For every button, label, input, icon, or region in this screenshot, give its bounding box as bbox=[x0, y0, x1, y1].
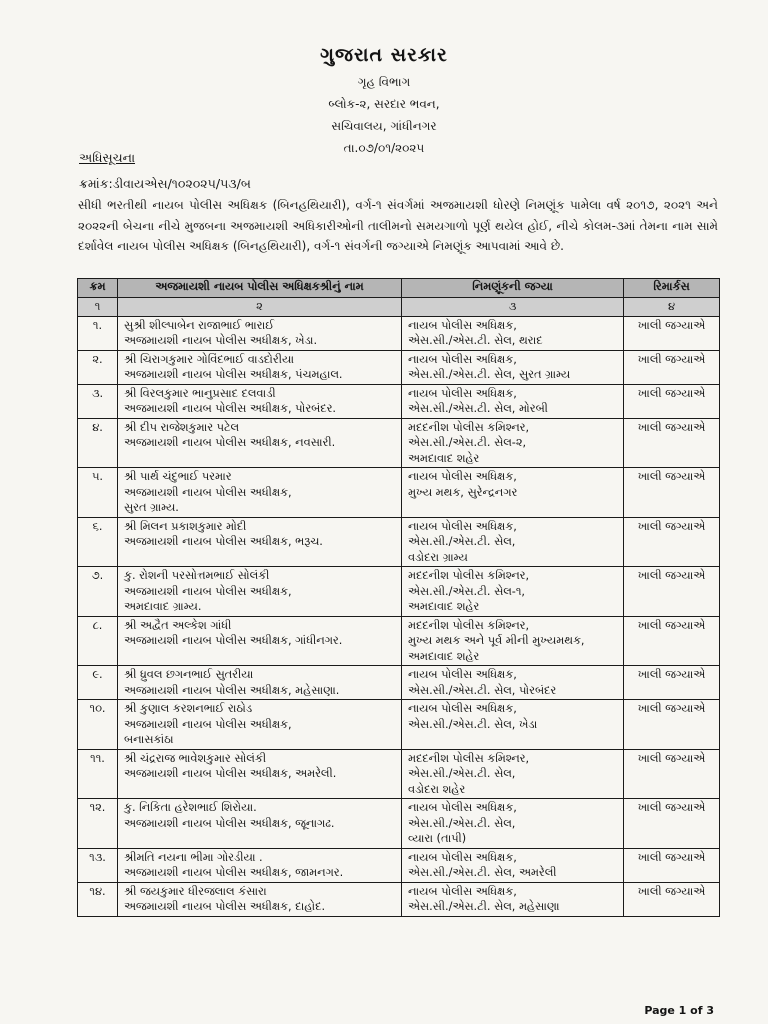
posting-place-line: નાયબ પોલીસ અધિક્ષક, bbox=[408, 702, 517, 715]
officer-name-line: અજમાયશી નાયબ પોલીસ અધીક્ષક, પોરબંદર. bbox=[124, 402, 337, 415]
posting-place-line: એસ.સી./એસ.ટી. સેલ, સુરત ગ્રામ્ય bbox=[408, 368, 571, 381]
address-line-1: બ્લોક-૨, સરદાર ભવન, bbox=[328, 97, 440, 111]
table-body bbox=[78, 316, 720, 916]
row-remark: ખાલી જગ્યાએ bbox=[624, 700, 720, 750]
row-remark: ખાલી જગ્યાએ bbox=[624, 350, 720, 384]
posting-place-line: અમદાવાદ શહેર bbox=[408, 649, 480, 663]
order-date: તા.૦૭/૦૧/૨૦૨૫ bbox=[343, 141, 425, 155]
officer-name-line: અજમાયશી નાયબ પોલીસ અધીક્ષક, દાહોદ. bbox=[124, 900, 326, 913]
posting-place bbox=[402, 616, 624, 666]
officer-name-line: અજમાયશી નાયબ પોલીસ અધીક્ષક, જૂનાગઢ. bbox=[124, 816, 335, 830]
table-header-row bbox=[78, 279, 720, 298]
posting-place-line: નાયબ પોલીસ અધિક્ષક, bbox=[408, 801, 517, 814]
table-row bbox=[78, 616, 720, 666]
officer-name-line: શ્રી ધ્રુવલ છગનભાઈ સુતરીયા bbox=[124, 668, 254, 681]
row-remark: ખાલી જગ્યાએ bbox=[624, 517, 720, 567]
posting-place bbox=[402, 666, 624, 700]
row-serial: ૧૩. bbox=[78, 848, 118, 882]
posting-place-line: એસ.સી./એસ.ટી. સેલ, થરાદ bbox=[408, 334, 543, 347]
officer-name bbox=[118, 418, 402, 468]
officer-name bbox=[118, 700, 402, 750]
posting-place-line: એસ.સી./એસ.ટી. સેલ-૨, bbox=[408, 436, 527, 449]
posting-place-line: એસ.સી./એસ.ટી. સેલ, ખેડા bbox=[408, 717, 538, 731]
posting-place bbox=[402, 882, 624, 916]
header-posting: નિમણૂંકની જગ્યા bbox=[402, 279, 624, 298]
table-row bbox=[78, 316, 720, 350]
posting-place bbox=[402, 350, 624, 384]
column-number: ૨ bbox=[118, 298, 402, 317]
row-serial: ૪. bbox=[78, 418, 118, 468]
table-row bbox=[78, 848, 720, 882]
posting-place-line: નાયબ પોલીસ અધિક્ષક, bbox=[408, 884, 517, 898]
officer-name-line: અજમાયશી નાયબ પોલીસ અધીક્ષક, bbox=[124, 717, 292, 731]
officer-name-line: અજમાયશી નાયબ પોલીસ અધીક્ષક, નવસારી. bbox=[124, 436, 336, 449]
page-indicator: Page 1 of 3 bbox=[644, 1004, 714, 1017]
table-row bbox=[78, 882, 720, 916]
officer-name-line: અજમાયશી નાયબ પોલીસ અધીક્ષક, ગાંધીનગર. bbox=[124, 634, 343, 647]
posting-place bbox=[402, 517, 624, 567]
officer-name-line: કુ. રોશની પરસોત્તમભાઈ સોલંકી bbox=[124, 569, 270, 582]
posting-place-line: એસ.સી./એસ.ટી. સેલ, અમરેલી bbox=[408, 866, 557, 879]
posting-place-line: એસ.સી./એસ.ટી. સેલ, મોરબી bbox=[408, 402, 548, 415]
posting-place-line: મુખ્ય મથક, સુરેન્દ્રનગર bbox=[408, 485, 518, 499]
officer-name-line: સુશ્રી શીલ્પાબેન રાજાભાઈ ભારાઈ bbox=[124, 318, 274, 332]
row-remark: ખાલી જગ્યાએ bbox=[624, 799, 720, 849]
officer-name-line: શ્રી ચિરાગકુમાર ગોવિંદભાઈ વાડદોરીયા bbox=[124, 352, 294, 366]
table-row bbox=[78, 567, 720, 617]
officer-name-line: અજમાયશી નાયબ પોલીસ અધીક્ષક, bbox=[124, 485, 292, 499]
posting-place-line: નાયબ પોલીસ અધિક્ષક, bbox=[408, 519, 517, 533]
officer-name bbox=[118, 316, 402, 350]
officer-name-line: અમદાવાદ ગ્રામ્ય. bbox=[124, 600, 202, 613]
row-remark: ખાલી જગ્યાએ bbox=[624, 848, 720, 882]
address-line-2: સચિવાલય, ગાંધીનગર bbox=[331, 119, 437, 133]
table-row bbox=[78, 350, 720, 384]
posting-place-line: નાયબ પોલીસ અધિક્ષક, bbox=[408, 352, 517, 366]
officer-name bbox=[118, 350, 402, 384]
officer-name-line: અજમાયશી નાયબ પોલીસ અધીક્ષક, અમરેલી. bbox=[124, 767, 337, 780]
officer-name bbox=[118, 567, 402, 617]
officer-name-line: અજમાયશી નાયબ પોલીસ અધીક્ષક, પંચમહાલ. bbox=[124, 368, 343, 381]
row-serial: ૫. bbox=[78, 468, 118, 518]
posting-place bbox=[402, 749, 624, 799]
posting-place-line: વડોદરા શહેર bbox=[408, 782, 466, 796]
row-serial: ૩. bbox=[78, 384, 118, 418]
notification-paragraph: સીધી ભરતીથી નાયબ પોલીસ અધિક્ષક (બિનહથિયારી), વર્ગ-૧ સંવર્ગમાં અજમાયશી ધોરણે નિમણૂંક પામેલા વર્ષ ૨૦૧૭, ૨૦૨૧ અને ૨૦૨૨ની બેચના નીચે મુજબના અજમાયશી અધિકારીઓની તાલીમનો સમયગાળો પૂર્ણ થયેલ હોઈ, નીચે કોલમ-૩માં તેમના નામ સામે દર્શાવેલ નાયબ પોલીસ અધિક્ષક (બિનહથિયારી), વર્ગ-૧ સંવર્ગની જગ્યાએ નિમણૂંક આપવામાં આવે છે. bbox=[78, 198, 718, 253]
table-row bbox=[78, 418, 720, 468]
row-serial: ૧૪. bbox=[78, 882, 118, 916]
table-row bbox=[78, 799, 720, 849]
officer-name bbox=[118, 616, 402, 666]
posting-place-line: એસ.સી./એસ.ટી. સેલ, bbox=[408, 767, 516, 780]
table-row bbox=[78, 517, 720, 567]
row-remark: ખાલી જગ્યાએ bbox=[624, 418, 720, 468]
row-remark: ખાલી જગ્યાએ bbox=[624, 384, 720, 418]
table-row bbox=[78, 700, 720, 750]
header-officer-name: અજમાયશી નાયબ પોલીસ અધિક્ષકશ્રીનું નામ bbox=[118, 279, 402, 298]
posting-place-line: નાયબ પોલીસ અધિક્ષક, bbox=[408, 470, 517, 483]
officer-name bbox=[118, 799, 402, 849]
posting-place-line: નાયબ પોલીસ અધિક્ષક, bbox=[408, 386, 517, 400]
row-serial: ૨. bbox=[78, 350, 118, 384]
posting-place-line: મદદનીશ પોલીસ કમિશ્નર, bbox=[408, 569, 530, 582]
government-title: ગુજરાત સરકાર bbox=[320, 44, 448, 66]
posting-place-line: વ્યારા (તાપી) bbox=[408, 832, 467, 845]
posting-place-line: મદદનીશ પોલીસ કમિશ્નર, bbox=[408, 751, 530, 765]
column-number-row bbox=[78, 298, 720, 317]
row-serial: ૧૨. bbox=[78, 799, 118, 849]
posting-place bbox=[402, 468, 624, 518]
officer-name-line: અજમાયશી નાયબ પોલીસ અધીક્ષક, મહેસાણા. bbox=[124, 683, 340, 697]
header-serial: ક્રમ bbox=[78, 279, 118, 298]
posting-place-line: નાયબ પોલીસ અધિક્ષક, bbox=[408, 850, 517, 864]
row-serial: ૧૦. bbox=[78, 700, 118, 750]
row-remark: ખાલી જગ્યાએ bbox=[624, 616, 720, 666]
officer-name-line: અજમાયશી નાયબ પોલીસ અધીક્ષક, જામનગર. bbox=[124, 866, 344, 879]
row-serial: ૭. bbox=[78, 567, 118, 617]
officer-name-line: શ્રી વિરલકુમાર ભાનુપ્રસાદ દલવાડી bbox=[124, 386, 276, 400]
row-serial: ૧. bbox=[78, 316, 118, 350]
table-row bbox=[78, 468, 720, 518]
officer-name bbox=[118, 384, 402, 418]
row-serial: ૧૧. bbox=[78, 749, 118, 799]
header-remarks: રિમાર્કસ bbox=[624, 279, 720, 298]
posting-place-line: અમદાવાદ શહેર bbox=[408, 451, 480, 465]
posting-place bbox=[402, 316, 624, 350]
officer-name bbox=[118, 749, 402, 799]
appointment-table bbox=[77, 278, 720, 917]
posting-place-line: નાયબ પોલીસ અધિક્ષક, bbox=[408, 318, 517, 332]
column-number: ૩ bbox=[402, 298, 624, 317]
officer-name-line: શ્રી કુણાલ કરશનભાઈ રાઠોડ bbox=[124, 702, 253, 715]
posting-place-line: નાયબ પોલીસ અધિક્ષક, bbox=[408, 668, 517, 681]
posting-place bbox=[402, 700, 624, 750]
officer-name-line: અજમાયશી નાયબ પોલીસ અધીક્ષક, bbox=[124, 584, 292, 598]
posting-place-line: એસ.સી./એસ.ટી. સેલ, bbox=[408, 816, 516, 830]
department-name: ગૃહ વિભાગ bbox=[357, 75, 411, 89]
posting-place bbox=[402, 799, 624, 849]
officer-name-line: સુરત ગ્રામ્ય. bbox=[124, 501, 179, 514]
posting-place-line: મદદનીશ પોલીસ કમિશ્નર, bbox=[408, 618, 530, 632]
order-number: ક્રમાંક:ડીવાયએસ/૧૦૨૦૨૫/૫૩/બ bbox=[79, 176, 251, 191]
posting-place-line: વડોદરા ગ્રામ્ય bbox=[408, 550, 468, 564]
officer-name bbox=[118, 882, 402, 916]
officer-name-line: કુ. નિકિતા હરેશભાઈ શિરોયા. bbox=[124, 801, 257, 814]
officer-name-line: શ્રીમતિ નયના ભીમા ગોરડીયા . bbox=[124, 850, 263, 864]
notification-label: અધિસૂચના bbox=[79, 150, 136, 165]
officer-name-line: શ્રી મિલન પ્રકાશકુમાર મોદી bbox=[124, 519, 247, 533]
posting-place-line: એસ.સી./એસ.ટી. સેલ-૧, bbox=[408, 584, 525, 598]
posting-place-line: અમદાવાદ શહેર bbox=[408, 600, 480, 613]
row-remark: ખાલી જગ્યાએ bbox=[624, 316, 720, 350]
officer-name-line: શ્રી પાર્થ ચંદુભાઈ પરમાર bbox=[124, 470, 232, 483]
posting-place-line: એસ.સી./એસ.ટી. સેલ, મહેસાણા bbox=[408, 900, 560, 913]
officer-name-line: બનાસકાંઠા bbox=[124, 733, 174, 746]
posting-place-line: એસ.સી./એસ.ટી. સેલ, પોરબંદર bbox=[408, 683, 557, 697]
row-remark: ખાલી જગ્યાએ bbox=[624, 666, 720, 700]
posting-place bbox=[402, 848, 624, 882]
table-row bbox=[78, 749, 720, 799]
table-row bbox=[78, 666, 720, 700]
officer-name-line: અજમાયશી નાયબ પોલીસ અધીક્ષક, ભરૂચ. bbox=[124, 535, 323, 548]
officer-name bbox=[118, 666, 402, 700]
row-serial: ૯. bbox=[78, 666, 118, 700]
officer-name-line: શ્રી જયકુમાર ધીરજલાલ કંસારા bbox=[124, 884, 267, 898]
officer-name bbox=[118, 517, 402, 567]
posting-place-line: મદદનીશ પોલીસ કમિશ્નર, bbox=[408, 420, 530, 434]
officer-name bbox=[118, 848, 402, 882]
officer-name-line: શ્રી અદ્વૈત અલ્કેશ ગાંધી bbox=[124, 618, 232, 632]
officer-name-line: શ્રી ચંદ્રરાજ ભાવેશકુમાર સોલંકી bbox=[124, 751, 267, 765]
column-number: ૪ bbox=[624, 298, 720, 317]
posting-place-line: મુખ્ય મથક અને પૂર્વ મીની મુખ્યમથક, bbox=[408, 634, 585, 647]
row-remark: ખાલી જગ્યાએ bbox=[624, 567, 720, 617]
officer-name-line: અજમાયશી નાયબ પોલીસ અધીક્ષક, ખેડા. bbox=[124, 334, 318, 347]
table-row bbox=[78, 384, 720, 418]
column-number: ૧ bbox=[78, 298, 118, 317]
posting-place-line: એસ.સી./એસ.ટી. સેલ, bbox=[408, 535, 516, 548]
posting-place bbox=[402, 384, 624, 418]
posting-place bbox=[402, 418, 624, 468]
officer-name bbox=[118, 468, 402, 518]
row-remark: ખાલી જગ્યાએ bbox=[624, 882, 720, 916]
row-remark: ખાલી જગ્યાએ bbox=[624, 468, 720, 518]
officer-name-line: શ્રી દીપ રાજેશકુમાર પટેલ bbox=[124, 420, 240, 434]
row-serial: ૮. bbox=[78, 616, 118, 666]
posting-place bbox=[402, 567, 624, 617]
row-remark: ખાલી જગ્યાએ bbox=[624, 749, 720, 799]
row-serial: ૬. bbox=[78, 517, 118, 567]
